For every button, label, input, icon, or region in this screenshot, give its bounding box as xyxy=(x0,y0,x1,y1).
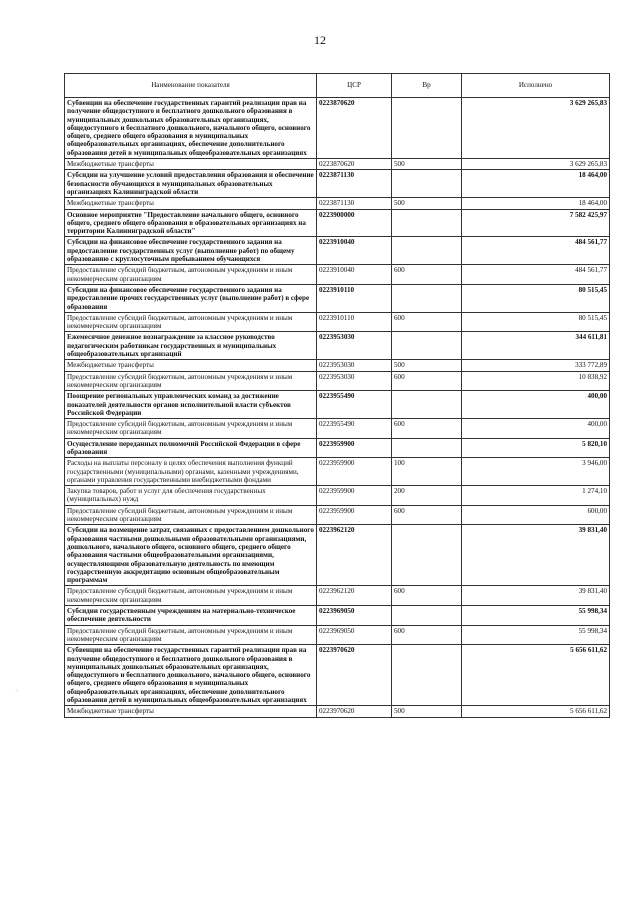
cell-indicator-name: Закупка товаров, работ и услуг для обеспечения государственных (муниципальных) нужд xyxy=(65,486,317,506)
table-row xyxy=(65,360,610,371)
cell-vr: 600 xyxy=(392,505,462,525)
table-row xyxy=(65,159,610,170)
cell-indicator-name: Предоставление субсидий бюджетным, автономным учреждениям и иным некоммерческим организациям xyxy=(65,625,317,645)
cell-vr: 100 xyxy=(392,458,462,486)
cell-indicator-name: Предоставление субсидий бюджетным, автономным учреждениям и иным некоммерческим организациям xyxy=(65,505,317,525)
table-row xyxy=(65,438,610,458)
cell-executed: 80 515,45 xyxy=(462,284,610,312)
cell-executed: 55 998,34 xyxy=(462,606,610,626)
cell-indicator-name: Субвенции на обеспечение государственных гарантий реализации прав на получение общедоступного и бесплатного дошкольного образования в муниципальных дошкольных образовательных организациях, общедоступного и бесплатного дошкольного, начального общего, основного общего, среднего общего образования в муниципальных общеобразовательных организациях, обеспечение дополнительного образования детей в муниципальных общеобразовательных организациях xyxy=(65,645,317,706)
table-row xyxy=(65,391,610,419)
cell-csr: 0223959900 xyxy=(317,458,392,486)
cell-csr: 0223871130 xyxy=(317,170,392,198)
table-row xyxy=(65,706,610,717)
cell-vr: 600 xyxy=(392,586,462,606)
header-indicator-name: Наименование показателя xyxy=(65,74,317,98)
header-vr: Вр xyxy=(392,74,462,98)
table-row xyxy=(65,198,610,209)
cell-indicator-name: Субсидии на улучшение условий предоставления образования и обеспечение безопасности обучающихся в муниципальных образовательных организациях Калининградской области xyxy=(65,170,317,198)
cell-vr: 600 xyxy=(392,312,462,332)
cell-indicator-name: Субсидии на возмещение затрат, связанных с предоставлением дошкольного образования частными дошкольными образовательными организациями, дошкольного, начального общего, основного общего, среднего общего образования частными общеобразовательными организациями, осуществляющими образовательную деятельность по имеющим государственную аккредитацию основным общеобразовательным программам xyxy=(65,525,317,586)
cell-vr: 500 xyxy=(392,198,462,209)
cell-csr: 0223953030 xyxy=(317,332,392,360)
cell-indicator-name: Межбюджетные трансферты xyxy=(65,198,317,209)
cell-indicator-name: Осуществление переданных полномочий Российской Федерации в сфере образования xyxy=(65,438,317,458)
cell-indicator-name: Поощрение региональных управленческих команд за достижение показателей деятельности органов исполнительной власти субъектов Российской Федерации xyxy=(65,391,317,419)
cell-indicator-name: Предоставление субсидий бюджетным, автономным учреждениям и иным некоммерческим организациям xyxy=(65,312,317,332)
cell-executed: 80 515,45 xyxy=(462,312,610,332)
cell-executed: 5 656 611,62 xyxy=(462,645,610,706)
table-row xyxy=(65,505,610,525)
cell-vr: 500 xyxy=(392,706,462,717)
cell-vr xyxy=(392,332,462,360)
table-row xyxy=(65,284,610,312)
cell-csr: 0223870620 xyxy=(317,98,392,159)
cell-csr: 0223953030 xyxy=(317,360,392,371)
cell-vr xyxy=(392,645,462,706)
cell-indicator-name: Субвенции на обеспечение государственных гарантий реализации прав на получение общедоступного и бесплатного дошкольного образования в муниципальных дошкольных образовательных организациях, общедоступного и бесплатного дошкольного, начального общего, основного общего, среднего общего образования в муниципальных общеобразовательных организациях, обеспечение дополнительного образования детей в муниципальных общеобразовательных организациях xyxy=(65,98,317,159)
cell-executed: 400,00 xyxy=(462,419,610,439)
table-row xyxy=(65,625,610,645)
cell-vr: 500 xyxy=(392,360,462,371)
table-row xyxy=(65,98,610,159)
cell-csr: 0223959900 xyxy=(317,438,392,458)
cell-indicator-name: Предоставление субсидий бюджетным, автономным учреждениям и иным некоммерческим организациям xyxy=(65,586,317,606)
cell-vr xyxy=(392,284,462,312)
table-row xyxy=(65,419,610,439)
cell-csr: 0223870620 xyxy=(317,159,392,170)
cell-csr: 0223953030 xyxy=(317,371,392,391)
table-row xyxy=(65,371,610,391)
cell-csr: 0223959900 xyxy=(317,505,392,525)
table-row xyxy=(65,312,610,332)
table-body xyxy=(65,98,610,718)
cell-csr: 0223910110 xyxy=(317,312,392,332)
cell-executed: 333 772,89 xyxy=(462,360,610,371)
cell-csr: 0223910040 xyxy=(317,265,392,285)
cell-vr: 600 xyxy=(392,419,462,439)
cell-executed: 5 820,10 xyxy=(462,438,610,458)
cell-csr: 0223970620 xyxy=(317,645,392,706)
cell-indicator-name: Субсидии на финансовое обеспечение государственного задания на предоставление государственных услуг (выполнение работ) по общему образованию с круглосуточным пребыванием обучающихся xyxy=(65,237,317,265)
cell-vr: 600 xyxy=(392,625,462,645)
cell-csr: 0223959900 xyxy=(317,486,392,506)
cell-executed: 3 629 265,83 xyxy=(462,159,610,170)
cell-vr: 600 xyxy=(392,371,462,391)
cell-vr xyxy=(392,391,462,419)
cell-executed: 10 838,92 xyxy=(462,371,610,391)
cell-indicator-name: Межбюджетные трансферты xyxy=(65,159,317,170)
cell-indicator-name: Основное мероприятие "Предоставление начального общего, основного общего, среднего общего образования в образовательных организациях на территории Калининградской области" xyxy=(65,209,317,237)
header-csr: ЦСР xyxy=(317,74,392,98)
cell-csr: 0223962120 xyxy=(317,525,392,586)
table-row xyxy=(65,645,610,706)
cell-csr: 0223962120 xyxy=(317,586,392,606)
table-row xyxy=(65,606,610,626)
table-row xyxy=(65,237,610,265)
header-executed: Исполнено xyxy=(462,74,610,98)
cell-vr: 200 xyxy=(392,486,462,506)
cell-csr: 0223970620 xyxy=(317,706,392,717)
cell-executed: 1 274,10 xyxy=(462,486,610,506)
cell-executed: 18 464,00 xyxy=(462,198,610,209)
cell-executed: 344 611,81 xyxy=(462,332,610,360)
table-row xyxy=(65,332,610,360)
cell-indicator-name: Субсидии на финансовое обеспечение государственного задания на предоставление прочих государственных услуг (выполнение работ) в сфере образования xyxy=(65,284,317,312)
cell-indicator-name: Расходы на выплаты персоналу в целях обеспечения выполнения функций государственными (муниципальными) органами, казенными учреждениями, органами управления государственными внебюджетными фондами xyxy=(65,458,317,486)
table-row xyxy=(65,525,610,586)
cell-vr: 500 xyxy=(392,159,462,170)
cell-indicator-name: Межбюджетные трансферты xyxy=(65,360,317,371)
cell-executed: 484 561,77 xyxy=(462,265,610,285)
table-header-row xyxy=(65,74,610,98)
table-row xyxy=(65,458,610,486)
cell-indicator-name: Предоставление субсидий бюджетным, автономным учреждениям и иным некоммерческим организациям xyxy=(65,371,317,391)
cell-csr: 0223955490 xyxy=(317,419,392,439)
cell-csr: 0223910040 xyxy=(317,237,392,265)
page-number: 12 xyxy=(314,33,326,47)
cell-csr: 0223910110 xyxy=(317,284,392,312)
cell-executed: 484 561,77 xyxy=(462,237,610,265)
cell-indicator-name: Субсидии государственным учреждениям на материально-техническое обеспечение деятельности xyxy=(65,606,317,626)
cell-indicator-name: Предоставление субсидий бюджетным, автономным учреждениям и иным некоммерческим организациям xyxy=(65,265,317,285)
cell-csr: 0223955490 xyxy=(317,391,392,419)
cell-executed: 5 656 611,62 xyxy=(462,706,610,717)
cell-executed: 18 464,00 xyxy=(462,170,610,198)
cell-executed: 39 831,40 xyxy=(462,525,610,586)
cell-vr: 600 xyxy=(392,265,462,285)
cell-vr xyxy=(392,170,462,198)
cell-executed: 7 582 425,97 xyxy=(462,209,610,237)
scan-artifact: ·: xyxy=(15,688,19,694)
cell-executed: 400,00 xyxy=(462,391,610,419)
cell-indicator-name: Ежемесячное денежное вознаграждение за классное руководство педагогическим работникам государственных и муниципальных общеобразовательных организаций xyxy=(65,332,317,360)
cell-executed: 3 946,00 xyxy=(462,458,610,486)
table-row xyxy=(65,170,610,198)
table-row xyxy=(65,586,610,606)
cell-csr: 0223969050 xyxy=(317,625,392,645)
cell-vr xyxy=(392,525,462,586)
cell-executed: 3 629 265,83 xyxy=(462,98,610,159)
cell-indicator-name: Предоставление субсидий бюджетным, автономным учреждениям и иным некоммерческим организациям xyxy=(65,419,317,439)
cell-executed: 39 831,40 xyxy=(462,586,610,606)
cell-csr: 0223969050 xyxy=(317,606,392,626)
cell-vr xyxy=(392,606,462,626)
cell-executed: 55 998,34 xyxy=(462,625,610,645)
cell-vr xyxy=(392,438,462,458)
table-row xyxy=(65,209,610,237)
cell-csr: 0223871130 xyxy=(317,198,392,209)
table-row xyxy=(65,486,610,506)
cell-indicator-name: Межбюджетные трансферты xyxy=(65,706,317,717)
table-row xyxy=(65,265,610,285)
cell-vr xyxy=(392,209,462,237)
cell-vr xyxy=(392,98,462,159)
budget-execution-table xyxy=(64,73,610,718)
cell-vr xyxy=(392,237,462,265)
cell-executed: 600,00 xyxy=(462,505,610,525)
cell-csr: 0223900000 xyxy=(317,209,392,237)
